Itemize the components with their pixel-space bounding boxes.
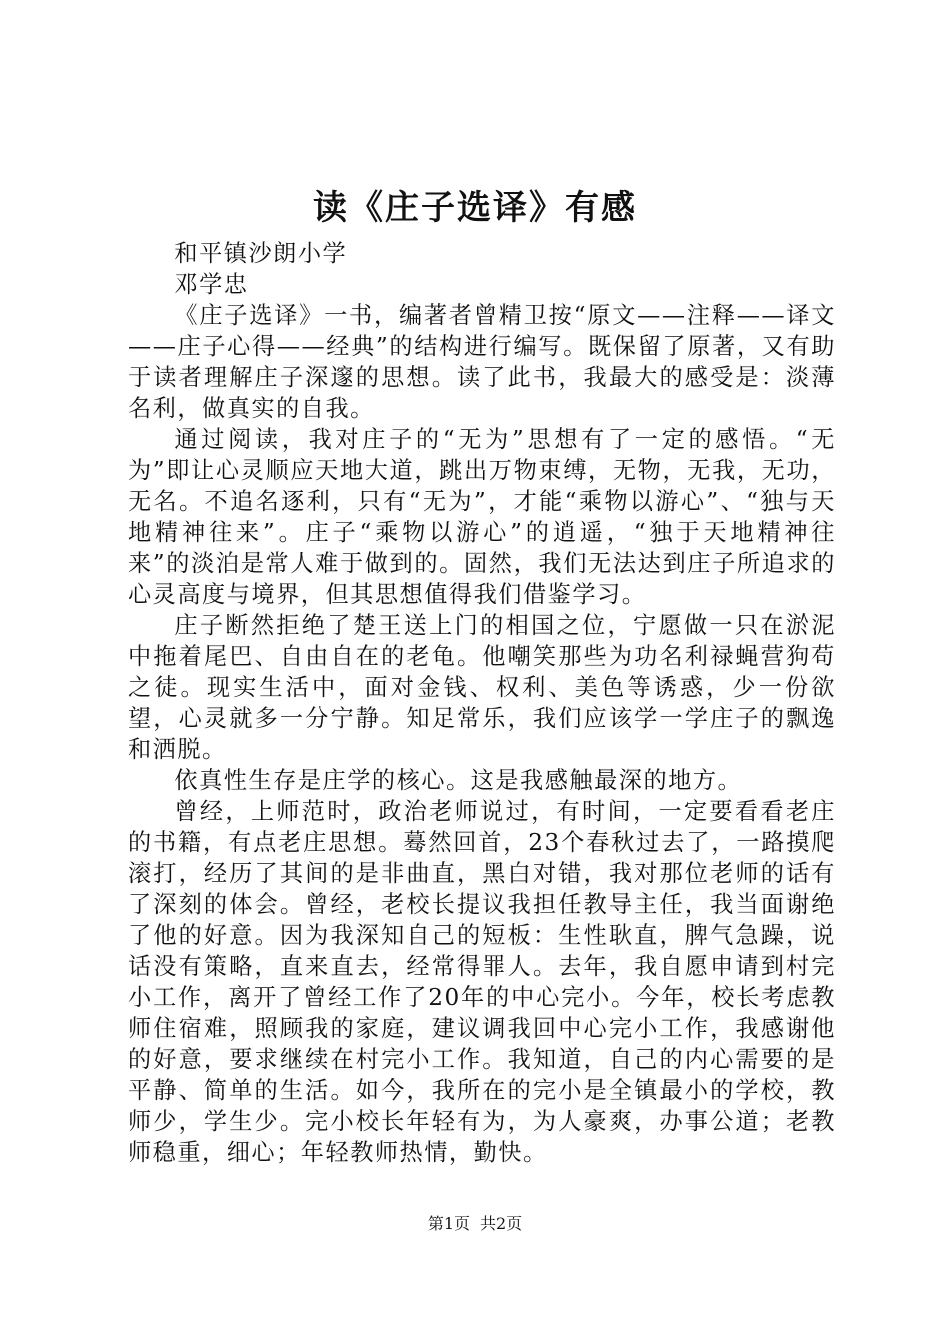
paragraph-3: 庄子断然拒绝了楚王送上门的相国之位，宁愿做一只在淤泥中拖着尾巴、自由自在的老龟。他嘲笑那些为功名利禄蝇营狗苟之徒。现实生活中，面对金钱、权利、美色等诱惑，少一份欲望，心灵就多一分宁静。知足常乐，我们应该学一学庄子的飘逸和洒脱。 <box>128 612 836 763</box>
page-number: 第1页 <box>427 1214 470 1233</box>
paragraph-4: 依真性生存是庄学的核心。这是我感触最深的地方。 <box>174 767 743 794</box>
page-total: 共2页 <box>480 1214 523 1233</box>
school-name: 和平镇沙朗小学 <box>174 240 348 267</box>
paragraph-1: 《庄子选译》一书，编著者曾精卫按“原文——注释——译文——庄子心得——经典”的结构进行编写。既保留了原著，又有助于读者理解庄子深邃的思想。读了此书，我最大的感受是：淡薄名利，做真实的自我。 <box>128 302 836 422</box>
document-title: 读《庄子选译》有感 <box>313 188 637 228</box>
document-body <box>128 238 836 1168</box>
author-name: 邓学忠 <box>174 271 249 298</box>
page-footer <box>0 1212 950 1236</box>
paragraph-5: 曾经，上师范时，政治老师说过，有时间，一定要看看老庄的书籍，有点老庄思想。蓦然回首，23个春秋过去了，一路摸爬滚打，经历了其间的是非曲直，黑白对错，我对那位老师的话有了深刻的体会。曾经，老校长提议我担任教导主任，我当面谢绝了他的好意。因为我深知自己的短板：生性耿直，脾气急躁，说话没有策略，直来直去，经常得罪人。去年，我自愿申请到村完小工作，离开了曾经工作了20年的中心完小。今年，校长考虑教师住宿难，照顾我的家庭，建议调我回中心完小工作，我感谢他的好意，要求继续在村完小工作。我知道，自己的内心需要的是平静、简单的生活。如今，我所在的完小是全镇最小的学校，教师少，学生少。完小校长年轻有为，为人豪爽，办事公道；老教师稳重，细心；年轻教师热情，勤快。 <box>128 798 836 1166</box>
paragraph-2: 通过阅读，我对庄子的“无为”思想有了一定的感悟。“无为”即让心灵顺应天地大道，跳出万物束缚，无物，无我，无功，无名。不追名逐利，只有“无为”，才能“乘物以游心”、“独与天地精神往来”。庄子“乘物以游心”的逍遥，“独于天地精神往来”的淡泊是常人难于做到的。固然，我们无法达到庄子所追求的心灵高度与境界，但其思想值得我们借鉴学习。 <box>128 426 836 608</box>
